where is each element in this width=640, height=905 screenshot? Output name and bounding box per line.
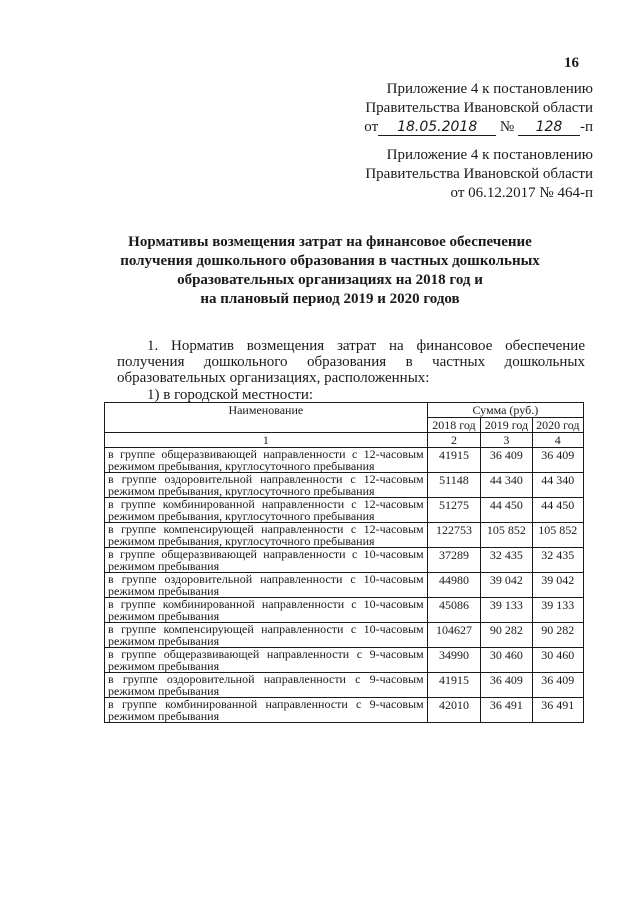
number-suffix: -п [579,119,593,135]
header-year-2020: 2020 год [532,418,583,433]
row-value-2018: 51148 [427,473,481,498]
row-value-2018: 51275 [427,498,481,523]
row-value-2019: 30 460 [481,648,532,673]
handwritten-number: 128 [518,119,580,136]
row-value-2018: 41915 [427,448,481,473]
paragraph-1-text: 1. Норматив возмещения затрат на финансовое обеспечение получения дошкольного образования в частных дошкольных образовательных организациях, расположенных: [117,338,585,386]
row-name: в группе комбинированной направленности с 9-часовым режимом пребывания [105,698,428,723]
table-row [105,548,584,573]
table-row [105,498,584,523]
row-value-2018: 104627 [427,623,481,648]
handwritten-date: 18.05.2018 [378,119,496,136]
norms-table [104,402,584,723]
appendix-previous [365,146,593,203]
appendix-prev-line2: Правительства Ивановской области [365,166,593,182]
table-row [105,573,584,598]
title-line: Нормативы возмещения затрат на финансовое обеспечение [128,234,532,250]
row-value-2018: 41915 [427,673,481,698]
row-name: в группе компенсирующей направленности с 12-часовым режимом пребывания, круглосуточного пребывания [105,523,428,548]
row-value-2020: 36 491 [532,698,583,723]
paragraph-1 [117,338,585,386]
document-title [100,233,560,309]
row-name: в группе комбинированной направленности с 10-часовым режимом пребывания [105,598,428,623]
row-value-2018: 45086 [427,598,481,623]
row-value-2019: 32 435 [481,548,532,573]
table-row [105,623,584,648]
row-value-2019: 36 409 [481,673,532,698]
appendix-current [364,80,593,137]
table-row [105,673,584,698]
row-value-2018: 37289 [427,548,481,573]
row-value-2018: 122753 [427,523,481,548]
appendix-current-line1: Приложение 4 к постановлению [386,81,593,97]
row-value-2020: 39 042 [532,573,583,598]
header-name: Наименование [105,403,428,433]
date-prefix: от [364,119,379,135]
col-number: 2 [427,433,481,448]
row-value-2018: 34990 [427,648,481,673]
row-value-2020: 90 282 [532,623,583,648]
row-value-2020: 30 460 [532,648,583,673]
title-line: образовательных организациях на 2018 год и [177,272,483,288]
header-sum: Сумма (руб.) [427,403,583,418]
row-value-2020: 32 435 [532,548,583,573]
row-value-2020: 44 340 [532,473,583,498]
row-name: в группе компенсирующей направленности с 10-часовым режимом пребывания [105,623,428,648]
row-name: в группе общеразвивающей направленности с 12-часовым режимом пребывания, круглосуточного пребывания [105,448,428,473]
row-name: в группе оздоровительной направленности с 9-часовым режимом пребывания [105,673,428,698]
title-line: получения дошкольного образования в частных дошкольных [120,253,540,269]
header-year-2018: 2018 год [427,418,481,433]
table-row [105,698,584,723]
table-row [105,598,584,623]
table-body [105,448,584,723]
row-value-2019: 39 042 [481,573,532,598]
row-value-2019: 36 409 [481,448,532,473]
row-value-2019: 36 491 [481,698,532,723]
table-row [105,448,584,473]
appendix-prev-line1: Приложение 4 к постановлению [386,147,593,163]
table-row [105,523,584,548]
appendix-current-line2: Правительства Ивановской области [365,100,593,116]
row-value-2020: 44 450 [532,498,583,523]
table-row [105,473,584,498]
row-name: в группе оздоровительной направленности с 10-часовым режимом пребывания [105,573,428,598]
row-name: в группе комбинированной направленности с 12-часовым режимом пребывания, круглосуточного пребывания [105,498,428,523]
subheading-urban: 1) в городской местности: [147,387,314,403]
row-value-2020: 36 409 [532,673,583,698]
number-prefix: № [499,119,515,135]
row-value-2018: 44980 [427,573,481,598]
row-name: в группе общеразвивающей направленности с 9-часовым режимом пребывания [105,648,428,673]
header-year-2019: 2019 год [481,418,532,433]
row-value-2019: 105 852 [481,523,532,548]
appendix-current-signature-line [364,118,593,137]
title-line: на плановый период 2019 и 2020 годов [200,291,460,307]
col-number: 4 [532,433,583,448]
row-value-2019: 44 340 [481,473,532,498]
row-value-2020: 39 133 [532,598,583,623]
row-value-2020: 36 409 [532,448,583,473]
row-name: в группе общеразвивающей направленности с 10-часовым режимом пребывания [105,548,428,573]
col-number: 1 [105,433,428,448]
table-row [105,648,584,673]
page-number: 16 [564,55,579,71]
row-value-2019: 90 282 [481,623,532,648]
row-value-2019: 39 133 [481,598,532,623]
row-name: в группе оздоровительной направленности с 12-часовым режимом пребывания, круглосуточного пребывания [105,473,428,498]
row-value-2018: 42010 [427,698,481,723]
appendix-prev-line3: от 06.12.2017 № 464-п [450,185,593,201]
col-number: 3 [481,433,532,448]
row-value-2020: 105 852 [532,523,583,548]
row-value-2019: 44 450 [481,498,532,523]
